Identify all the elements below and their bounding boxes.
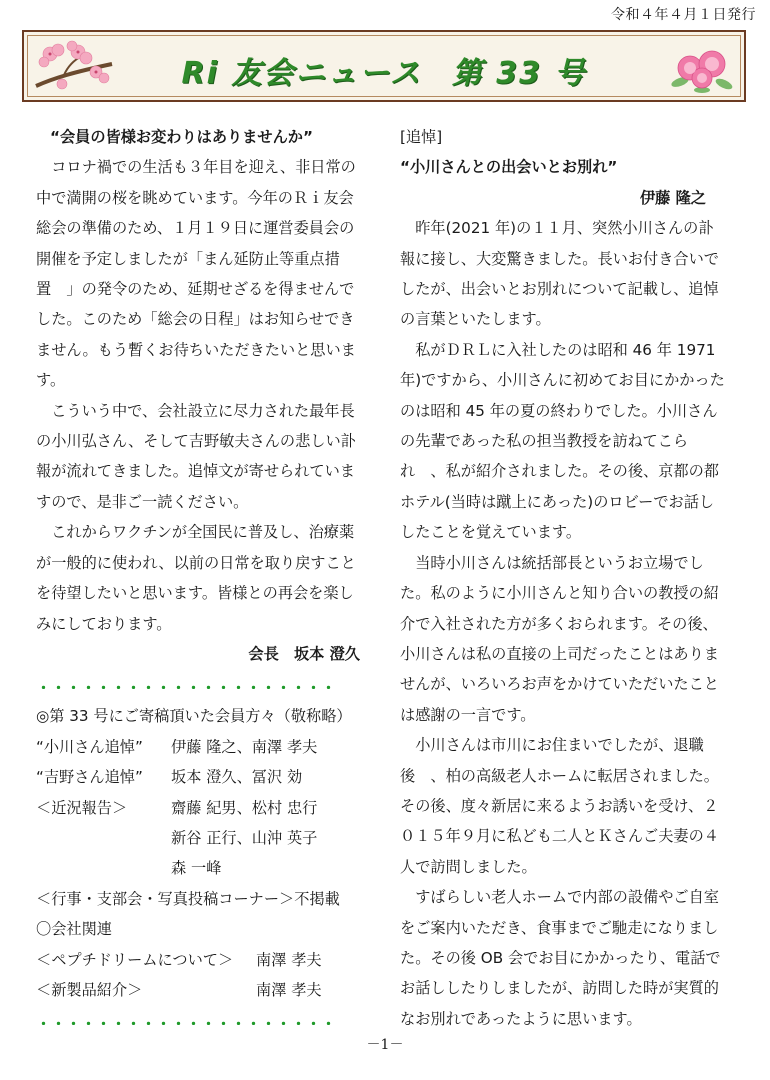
- right-column: [400, 122, 726, 1034]
- contributor-row: “吉野さん追悼” 坂本 澄久、冨沢 効: [36, 768, 303, 787]
- company-heading: 〇会社関連: [36, 920, 112, 939]
- company-row: ＜新製品紹介＞ 南澤 孝夫: [36, 980, 322, 999]
- not-published-note: ＜行事・支部会・写真投稿コーナー＞不掲載: [36, 889, 340, 908]
- contributor-row: ＜近況報告＞ 齋藤 紀男、松村 忠行: [36, 798, 318, 817]
- memorial-author: 伊藤 隆之: [639, 188, 706, 207]
- newsletter-banner: [22, 30, 746, 102]
- right-paragraph-4: 小川さんは市川にお住まいでしたが、退職後 、柏の高級老人ホームに転居されました。その後、度々新居に来るようお誘いを受け、２０１５年９月に私ども二人とＫさんご夫妻の４人で訪問しました。: [400, 736, 719, 876]
- left-column: [36, 122, 362, 1037]
- chairman-signature: 会長 坂本 澄久: [248, 644, 360, 663]
- company-row: ＜ペプチドリームについて＞ 南澤 孝夫: [36, 950, 322, 969]
- right-paragraph-1: 昨年(2021 年)の１１月、突然小川さんの訃報に接し、大変驚きました。長いお付き合いでしたが、出会いとお別れについて記載し、追悼の言葉といたします。: [400, 219, 719, 329]
- page-number: －1－: [366, 1037, 404, 1053]
- left-paragraph-1: コロナ禍での生活も３年目を迎え、非日常の中で満開の桜を眺めています。今年のＲｉ友会総会の準備のため、１月１９日に運営委員会の開催を予定しましたが「まん延防止等重点措置 」の発令のため、延期せざるを得ませんでした。このため「総会の日程」はお知らせできません。もう暫くお待ちいただきたいと思います。: [36, 158, 356, 390]
- memorial-label: [追悼]: [400, 128, 443, 146]
- left-paragraph-3: これからワクチンが全国民に普及し、治療薬が一般的に使われ、以前の日常を取り戻すことを待望したいと思います。皆様との再会を楽しみにしております。: [36, 523, 356, 633]
- contributor-row: 森 一峰: [171, 859, 222, 878]
- left-headline: “会員の皆様お変わりはありませんか”: [50, 128, 313, 146]
- right-paragraph-5: すばらしい老人ホームで内部の設備やご自室をご案内いただき、食事までご馳走になりました。その後 OB 会でお目にかかったり、電話でお話ししたりしましたが、訪問した時が実質的なお別れであったように思います。: [400, 888, 721, 1028]
- issue-number: 第 33 号: [451, 56, 587, 91]
- contributor-row: “小川さん追悼” 伊藤 隆之、南澤 孝夫: [36, 737, 318, 756]
- issue-date: 令和４年４月１日発行: [611, 7, 756, 23]
- contributor-row: 新谷 正行、山沖 英子: [171, 828, 318, 847]
- dotted-divider-bottom: ・・・・・・・・・・・・・・・・・・・・: [36, 1015, 337, 1032]
- pink-rose-icon: [670, 38, 734, 96]
- left-paragraph-2: こういう中で、会社設立に尽力された最年長の小川弘さん、そして吉野敏夫さんの悲しい訃報が流れてきました。追悼文が寄せられていますので、是非ご一読ください。: [36, 401, 356, 511]
- right-paragraph-2: 私がＤＲＬに入社したのは昭和 46 年 1971 年)ですから、小川さんに初めてお目にかかったのは昭和 45 年の夏の終わりでした。小川さんの先輩であった私の担当教授を訪ねてこられ 、私が紹介されました。その後、京都の都ホテル(当時は蹴上にあった)のロビーでお話ししたことを覚えています。: [400, 340, 725, 542]
- newsletter-name: Ri 友会ニュース: [181, 56, 422, 91]
- right-paragraph-3: 当時小川さんは統括部長というお立場でした。私のように小川さんと知り合いの教授の紹介で入社された方が多くおられます。その後、小川さんは私の直接の上司だったことはありませんが、いろいろお声をかけていただいたことは感謝の一言です。: [400, 553, 719, 724]
- banner-title: [24, 48, 744, 92]
- dotted-divider: ・・・・・・・・・・・・・・・・・・・・: [36, 679, 337, 696]
- memorial-headline: “小川さんとの出会いとお別れ”: [400, 158, 618, 177]
- contributors-heading: ◎第 33 号にご寄稿頂いた会員方々（敬称略）: [36, 707, 352, 726]
